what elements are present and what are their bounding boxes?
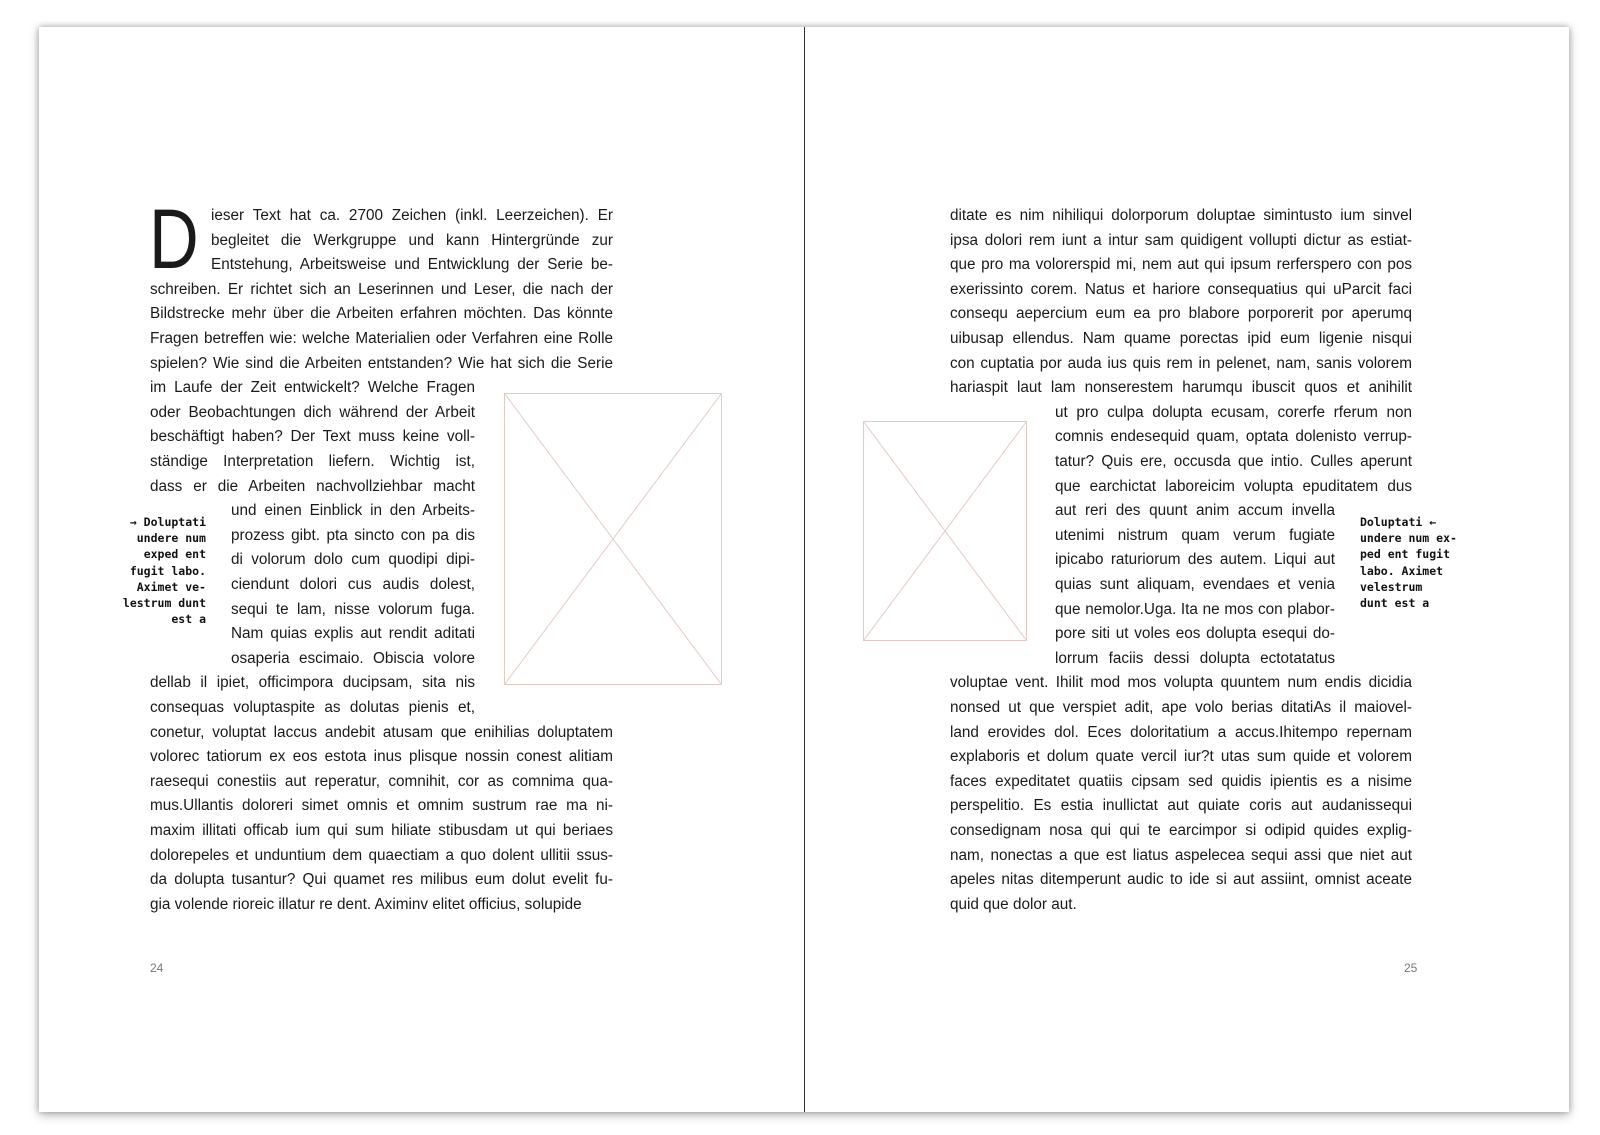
text-line: Fragen betreffen wie: welche Materialien oder Verfahren eine Rolle <box>150 330 613 347</box>
text-line: dellab il ipiet, officimpora ducipsam, sita nis <box>150 674 475 692</box>
text-line: hariaspit laut lam nonserestem harumqu ibuscit quos et anihilit <box>950 379 1412 397</box>
text-line: sequi te lam, nisse volorum fuga. <box>231 600 475 618</box>
sidenote-line: lestrum dunt <box>122 596 206 611</box>
page-number-right: 25 <box>1404 961 1418 975</box>
sidenote-right <box>1360 514 1470 611</box>
text-line: utenimi nistrum quam verum fugiate <box>1055 526 1335 544</box>
text-line: que earchictat laboreicim volupta epuditatem dus <box>1055 477 1412 495</box>
image-placeholder-right <box>863 421 1027 641</box>
text-line: schreiben. Er richtet sich an Leserinnen und Leser, die nach der <box>150 280 613 298</box>
text-line: maxim illitati officab ium qui sum hiliate stibusdam ut qui beriaes <box>150 822 613 839</box>
text-line: beschäftigt haben? Der Text muss keine voll- <box>150 428 475 446</box>
text-line: pore siti ut voles eos dolupta esequi do- <box>1055 625 1335 643</box>
text-line: voluptae vent. Ihilit mod mos volupta quuntem num endis dicidia <box>950 674 1412 692</box>
gutter-line <box>804 27 805 1112</box>
book-spread <box>39 27 1569 1112</box>
drop-cap: D <box>149 192 199 286</box>
text-line: volorec tatiorum ex eos estota inus plisque nossin conest alitiam <box>150 748 613 766</box>
sidenote-line: labo. Aximet <box>1360 563 1444 578</box>
text-line: raesequi conestiis aut reperatur, comnihit, cor as comnima qua- <box>150 772 613 790</box>
text-line: osaperia escimaio. Obiscia volore <box>231 649 475 667</box>
text-line: und einen Einblick in den Arbeits- <box>231 502 475 520</box>
sidenote-line: est a <box>171 612 206 627</box>
text-line: ipicabo raturiorum des autem. Liqui aut <box>1055 551 1335 569</box>
text-line: ständige Interpretation liefern. Wichtig ist, <box>150 453 475 470</box>
sidenote-line: velestrum <box>1360 579 1423 594</box>
text-line: ciendunt dolori cus audis dolest, <box>231 576 475 593</box>
page-number-left: 24 <box>150 961 164 975</box>
text-line: prozess gibt. pta sincto con pa dis <box>231 526 475 544</box>
text-line: quid que dolor aut. <box>950 895 1077 913</box>
text-line: lorrum faciis dessi dolupta ectotatatus <box>1055 649 1335 667</box>
text-line: que nemolor.Uga. Ita ne mos con plabor- <box>1055 600 1335 618</box>
text-line: Entstehung, Arbeitsweise und Entwicklung der Serie be- <box>211 256 613 274</box>
text-line: begleitet die Werkgruppe und kann Hintergründe zur <box>211 231 613 249</box>
text-line: ipsa dolori rem iunt a intur sam quidigent vollupti dictur as estiat- <box>950 231 1412 249</box>
text-line: nam, nonectas a que est liatus aspelecea sequi assi que niet aut <box>950 846 1412 864</box>
text-line: conetur, voluptat laccus andebit atusam que enihilias doluptatem <box>150 723 613 741</box>
text-line: con cuptatia por auda ius quis rem in pelenet, nam, sanis volorem <box>950 354 1412 372</box>
image-placeholder-left <box>504 393 722 685</box>
sidenote-line: fugit labo. <box>129 563 206 578</box>
sidenote-line: Aximet ve- <box>136 579 206 594</box>
text-line: consequas voluptaspite as dolutas pienis et, <box>150 699 475 716</box>
text-line: dolorepeles et unduntium dem quaectiam a quo dolent ullitii ssus- <box>150 846 613 864</box>
sidenote-line: dunt est a <box>1360 596 1430 611</box>
sidenote-line: exped ent <box>143 547 206 562</box>
text-line: Bildstrecke mehr über die Arbeiten erfahren möchten. Das könnte <box>150 305 613 323</box>
text-line: comnis endesequid quam, optata dolenisto verrup- <box>1055 428 1412 446</box>
text-line: apeles nitas ditemperunt audic to ide si aut assiint, omnist aceate <box>950 871 1412 889</box>
text-line: ditate es nim nihiliqui dolorporum doluptae simintusto ium sinvel <box>950 207 1412 224</box>
text-line: aut reri des quunt anim accum invella <box>1055 502 1335 520</box>
sidenote-line: Doluptati ← <box>1360 515 1437 529</box>
text-line: perspelitio. Es estia inullictat aut quiate coris aut audanissequi <box>950 797 1412 815</box>
text-line: quias sunt aliquam, evendaes et venia <box>1055 576 1335 593</box>
text-line: consedignam nosa qui qui te earcimpor si odipid quides explig- <box>950 822 1412 839</box>
text-line: im Laufe der Zeit entwickelt? Welche Fragen <box>150 379 475 397</box>
text-line: da dolupta tusantur? Qui quamet res milibus eum dolut evelit fu- <box>150 871 613 889</box>
text-line: di volorum dolo cum quodipi dipi- <box>231 551 475 569</box>
text-line: explaboris et dolum quate vercil iur?t utas sum quide et volorem <box>950 748 1412 766</box>
text-line: oder Beobachtungen dich während der Arbeit <box>150 403 475 421</box>
text-line: tatur? Quis ere, occusda que intio. Culles aperunt <box>1055 453 1412 470</box>
text-line: exerissinto corem. Natus et hariore consequatius qui uParcit faci <box>950 280 1412 298</box>
sidenote-line: ped ent fugit <box>1360 547 1451 562</box>
text-line: Nam quias explis aut rendit aditati <box>231 625 475 643</box>
text-line: spielen? Wie sind die Arbeiten entstanden? Wie hat sich die Serie <box>150 354 613 372</box>
text-line: land erovides dol. Eces doloritatium a accus.Ihitempo repernam <box>950 723 1412 741</box>
sidenote-line: → Doluptati <box>129 515 206 529</box>
text-line: nonsed ut que verspiet adit, ape volo berias ditatiAs il maiovel- <box>950 699 1412 716</box>
text-line: ut pro culpa dolupta ecusam, corerfe rferum non <box>1055 403 1412 421</box>
sidenote-line: undere num ex- <box>1360 531 1457 546</box>
text-line: dass er die Arbeiten nachvollziehbar macht <box>150 477 475 495</box>
text-line: faces expeditatet quatiis cipsam sed quidis ipientis es a nisime <box>950 772 1412 790</box>
sidenote-line: undere num <box>136 531 206 546</box>
sidenote-left <box>99 514 206 627</box>
text-line: mus.Ullantis doloreri simet omnis et omnim sustrum rae ma ni- <box>150 797 613 815</box>
text-line: consequ aepercium eum ea pro blabore porporerit por aperumq <box>950 305 1412 323</box>
text-line: gia volende rioreic illatur re dent. Aximinv elitet officius, solupide <box>150 895 582 913</box>
text-line: uibusap ellendus. Nam quame porectas ipid eum ligenie nisqui <box>950 330 1412 347</box>
text-line: que pro ma volorerspid mi, nem aut qui ipsum rerferspero con pos <box>950 256 1412 274</box>
text-line: ieser Text hat ca. 2700 Zeichen (inkl. Leerzeichen). Er <box>211 207 613 224</box>
